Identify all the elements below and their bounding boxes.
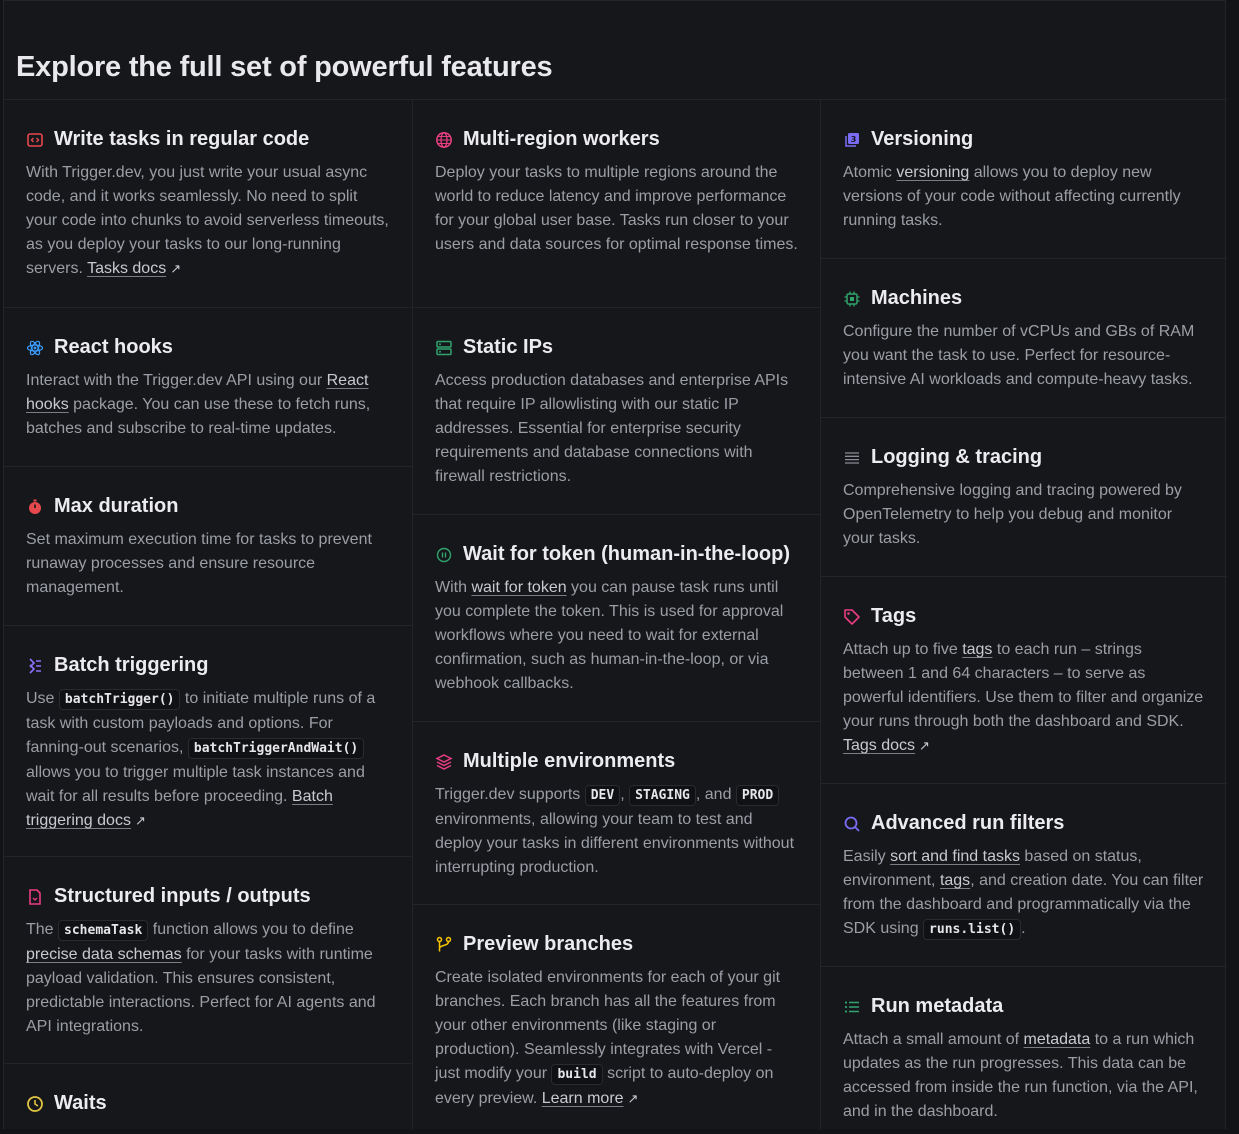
feature-title: Machines: [871, 287, 963, 309]
feature-text: Use: [26, 690, 59, 707]
section-title: Explore the full set of powerful features: [16, 51, 553, 83]
feature-card-preview-branches: [413, 905, 820, 1131]
react-icon: [26, 339, 44, 357]
feature-text: Attach a small amount of: [843, 1031, 1024, 1048]
feature-text: The: [26, 921, 59, 938]
feature-title: Multiple environments: [463, 750, 676, 772]
feature-text: Create isolated environments for each of your git branches. Each branch has all the features from your other environments (like staging or production). Seamlessly integrates with Vercel - just modify your: [435, 969, 781, 1082]
feature-text: With Trigger.dev, you just write your usual async code, and it works seamlessly. No need to split your code into chunks to avoid serverless timeouts, as you deploy your tasks to our long-running servers.: [26, 164, 389, 277]
tags-link[interactable]: tags: [962, 641, 993, 658]
code-snippet: DEV: [585, 785, 620, 806]
feature-text: Deploy your tasks to multiple regions around the world to reduce latency and improve performance for your global user base. Tasks run closer to your users and data sources for optimal response times.: [435, 164, 798, 253]
feature-card-wait-token: [413, 515, 820, 722]
feature-text: Atomic: [843, 164, 897, 181]
feature-text: for your tasks with runtime payload validation. This ensures consistent, predictable interactions. Perfect for AI agents and API integrations.: [26, 946, 376, 1035]
feature-card-multi-region: [413, 100, 820, 308]
search-icon: [843, 815, 861, 833]
feature-title: Waits: [54, 1092, 107, 1114]
metadata-link[interactable]: metadata: [1023, 1031, 1091, 1048]
features-column-3: [820, 99, 1227, 1130]
clock-icon: [26, 1095, 44, 1113]
feature-text: environments, allowing your team to test and deploy your tasks in different environments without interrupting production.: [435, 811, 795, 876]
code-snippet: STAGING: [629, 785, 696, 806]
feature-text: package. You can use these to fetch runs, batches and subscribe to real-time updates.: [26, 396, 371, 437]
tags-docs-link[interactable]: Tags docs: [843, 737, 916, 754]
batch-triggering-docs-link[interactable]: Batch triggering docs: [26, 788, 333, 829]
feature-card-tags: [821, 577, 1227, 784]
feature-text: to each run – strings between 1 and 64 characters – to serve as powerful identifiers. Use them to filter and organize your runs through both the dashboard and SDK.: [843, 641, 1204, 730]
globe-icon: [435, 131, 453, 149]
feature-card-waits: [4, 1064, 412, 1134]
tasks-docs-link[interactable]: Tasks docs: [87, 260, 167, 277]
feature-title: Write tasks in regular code: [54, 128, 310, 150]
code-snippet: PROD: [736, 785, 779, 806]
sort-and-find-tasks-link[interactable]: sort and find tasks: [890, 848, 1020, 865]
feature-title: Run metadata: [871, 995, 1004, 1017]
feature-text: function allows you to define: [148, 921, 354, 938]
code-snippet: batchTrigger(): [59, 689, 181, 710]
feature-card-max-duration: [4, 467, 412, 626]
tags-link[interactable]: tags: [939, 872, 971, 889]
features-column-1: [4, 99, 412, 1130]
feature-card-write-tasks: [4, 100, 412, 308]
pause-circle-icon: [435, 546, 453, 564]
feature-text: script to auto-deploy on every preview.: [435, 1065, 774, 1107]
feature-text: you can pause task runs until you complete the token. This is used for approval workflows where you need to wait for external confirmation, such as human-in-the-loop, or via webhook callbacks.: [435, 579, 784, 692]
feature-text: allows you to trigger multiple task instances and wait for all results before proceeding.: [26, 764, 365, 805]
code-snippet: build: [551, 1064, 602, 1085]
features-section: [3, 0, 1226, 1129]
feature-card-react-hooks: [4, 308, 412, 467]
feature-title: Versioning: [871, 128, 974, 150]
feature-title: Advanced run filters: [871, 812, 1065, 834]
feature-card-batch-triggering: [4, 626, 412, 857]
feature-title: Wait for token (human-in-the-loop): [463, 543, 790, 565]
svg-text:3: 3: [850, 134, 857, 144]
list-icon: [843, 998, 861, 1016]
feature-text: ,: [620, 786, 630, 803]
feature-text: Configure the number of vCPUs and GBs of RAM you want the task to use. Perfect for resource-intensive AI workloads and compute-heavy tasks.: [843, 323, 1195, 388]
precise-data-schemas-link[interactable]: precise data schemas: [26, 946, 182, 963]
feature-card-metadata: [821, 967, 1227, 1131]
feature-text: Set maximum execution time for tasks to prevent runaway processes and ensure resource management.: [26, 531, 372, 596]
react-hooks-link[interactable]: React hooks: [26, 372, 369, 413]
external-arrow-icon: ↗: [170, 261, 182, 276]
feature-text: Interact with the Trigger.dev API using our: [26, 372, 327, 389]
feature-text: Easily: [843, 848, 891, 865]
feature-title: Max duration: [54, 495, 179, 517]
feature-title: Batch triggering: [54, 654, 209, 676]
tag-icon: [843, 608, 861, 626]
versions-icon: [843, 131, 861, 149]
branch-icon: [435, 936, 453, 954]
feature-card-machines: [821, 259, 1227, 418]
feature-title: Multi-region workers: [463, 128, 660, 150]
stopwatch-icon: [26, 498, 44, 516]
feature-text: Comprehensive logging and tracing powered by OpenTelemetry to help you debug and monitor your tasks.: [843, 482, 1182, 547]
batch-icon: [26, 657, 44, 675]
feature-title: Preview branches: [463, 933, 634, 955]
code-snippet: runs.list(): [923, 919, 1021, 940]
feature-card-logging: [821, 418, 1227, 577]
feature-text: based on status, environment,: [843, 848, 1142, 889]
code-snippet: batchTriggerAndWait(): [188, 738, 364, 759]
feature-text: allows you to deploy new versions of your code without affecting currently running tasks.: [843, 164, 1181, 229]
server-icon: [435, 339, 453, 357]
feature-text: With: [435, 579, 472, 596]
external-arrow-icon: ↗: [134, 813, 146, 828]
feature-title: Tags: [871, 605, 917, 627]
feature-text: .: [1021, 920, 1026, 937]
feature-text: to initiate multiple runs of a task with custom payloads and options. For fanning-out scenarios,: [26, 690, 376, 756]
feature-text: Trigger.dev supports: [435, 786, 585, 803]
feature-card-structured-io: [4, 857, 412, 1064]
feature-text: Access production databases and enterprise APIs that require IP allowlisting with our static IP addresses. Essential for enterprise security requirements and database connections with firewall restrictions.: [435, 372, 789, 485]
layers-icon: [435, 753, 453, 771]
feature-title: Static IPs: [463, 336, 554, 358]
feature-card-versioning: [821, 100, 1227, 259]
feature-title: Logging & tracing: [871, 446, 1043, 468]
feature-text: , and: [695, 786, 736, 803]
feature-text: , and creation date. You can filter from the dashboard and programmatically via the SDK using: [843, 872, 1204, 937]
external-arrow-icon: ↗: [919, 738, 930, 753]
wait-for-token-link[interactable]: wait for token: [471, 579, 567, 596]
feature-title: React hooks: [54, 336, 173, 358]
code-icon: [26, 131, 44, 149]
features-column-2: [412, 99, 820, 1130]
feature-card-run-filters: [821, 784, 1227, 967]
code-snippet: schemaTask: [58, 920, 148, 941]
feature-title: Structured inputs / outputs: [54, 885, 311, 907]
feature-text: Attach up to five: [843, 641, 963, 658]
feature-card-environments: [413, 722, 820, 905]
chip-icon: [843, 290, 861, 308]
versioning-link[interactable]: versioning: [896, 164, 970, 181]
learn-more-link[interactable]: Learn more: [541, 1090, 624, 1107]
feature-text: to a run which updates as the run progresses. This data can be accessed from inside the run function, via the API, and in the dashboard.: [843, 1031, 1198, 1120]
lines-icon: [843, 449, 861, 467]
feature-card-static-ips: [413, 308, 820, 515]
external-arrow-icon: ↗: [627, 1091, 639, 1106]
file-icon: [26, 888, 44, 906]
